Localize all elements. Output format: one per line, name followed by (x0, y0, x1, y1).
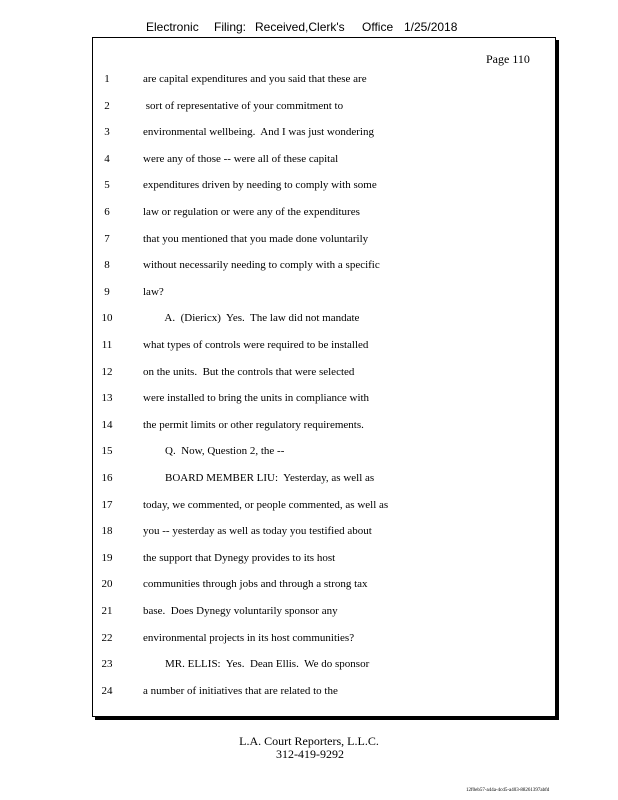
line-text: law? (143, 285, 164, 298)
line-text: communities through jobs and through a strong tax (143, 578, 368, 591)
document-id: 12f0eb57-a44a-4cd5-a403-88261397abfd (466, 788, 550, 793)
line-number: 14 (101, 418, 113, 431)
line-number: 22 (101, 631, 113, 644)
transcript-line (0, 233, 618, 251)
transcript-line (0, 632, 618, 650)
line-text: the support that Dynegy provides to its host (143, 551, 336, 564)
line-text: what types of controls were required to be installed (143, 339, 369, 351)
transcript-line (0, 578, 618, 596)
line-number: 19 (101, 551, 113, 564)
line-text: MR. ELLIS: Yes. Dean Ellis. We do sponsor (143, 658, 370, 671)
line-number: 1 (104, 73, 110, 85)
line-number: 8 (104, 259, 110, 272)
transcript-line (0, 552, 618, 570)
transcript-line (0, 312, 618, 330)
footer-company: L.A. Court Reporters, L.L.C. (239, 734, 379, 748)
line-number: 11 (101, 339, 113, 351)
transcript-line (0, 658, 618, 676)
line-number: 18 (101, 525, 113, 538)
line-text: without necessarily needing to comply with a specific (143, 259, 380, 272)
line-number: 17 (101, 498, 113, 511)
line-text: base. Does Dynegy voluntarily sponsor any (143, 605, 338, 617)
transcript-line (0, 179, 618, 197)
line-number: 5 (104, 179, 110, 192)
line-text: are capital expenditures and you said that these are (143, 73, 367, 85)
transcript-line (0, 685, 618, 703)
line-number: 4 (104, 152, 110, 165)
line-text: sort of representative of your commitment to (143, 99, 344, 112)
line-number: 23 (101, 658, 113, 671)
line-text: today, we commented, or people commented, as well as (143, 498, 389, 511)
line-text: you -- yesterday as well as today you testified about (143, 525, 372, 538)
line-number: 24 (101, 684, 113, 697)
transcript-line (0, 259, 618, 277)
line-number: 15 (101, 445, 113, 458)
transcript-line (0, 153, 618, 171)
line-number: 3 (104, 126, 110, 139)
line-text: environmental wellbeing. And I was just wondering (143, 126, 374, 139)
line-text: A. (Diericx) Yes. The law did not mandate (143, 312, 360, 325)
line-number: 7 (104, 232, 110, 245)
line-text: were installed to bring the units in compliance with (143, 392, 370, 405)
line-text: the permit limits or other regulatory requirements. (143, 418, 364, 431)
line-text: expenditures driven by needing to comply with some (143, 179, 377, 192)
transcript-line (0, 100, 618, 118)
header-filing: Filing: (214, 20, 247, 34)
transcript-line (0, 392, 618, 410)
line-number: 13 (101, 392, 113, 405)
transcript-line (0, 605, 618, 623)
line-text: on the units. But the controls that were selected (143, 365, 355, 378)
page-number: Page 110 (486, 52, 530, 66)
transcript-line (0, 472, 618, 490)
transcript-line (0, 73, 618, 91)
line-text: law or regulation or were any of the expenditures (143, 206, 360, 218)
line-number: 20 (101, 578, 113, 591)
line-text: were any of those -- were all of these capital (143, 152, 339, 165)
line-number: 21 (101, 605, 113, 617)
line-text: Q. Now, Question 2, the -- (143, 445, 285, 458)
transcript-line (0, 126, 618, 144)
footer-phone: 312-419-9292 (276, 747, 344, 761)
line-number: 9 (104, 285, 110, 298)
line-text: a number of initiatives that are related to the (143, 684, 338, 697)
line-text: environmental projects in its host communities? (143, 631, 355, 644)
line-number: 12 (101, 365, 113, 378)
transcript-line (0, 499, 618, 517)
transcript-line (0, 525, 618, 543)
transcript-line (0, 445, 618, 463)
line-text: BOARD MEMBER LIU: Yesterday, as well as (143, 472, 375, 484)
transcript-line (0, 419, 618, 437)
transcript-line (0, 366, 618, 384)
header-received-clerks: Received,Clerk's (255, 20, 345, 34)
line-text: that you mentioned that you made done voluntarily (143, 232, 369, 245)
line-number: 6 (104, 206, 110, 218)
header-date: 1/25/2018 (404, 20, 458, 34)
transcript-line (0, 206, 618, 224)
header-electronic: Electronic (146, 20, 199, 34)
transcript-line (0, 286, 618, 304)
line-number: 16 (101, 472, 113, 484)
line-number: 2 (104, 99, 110, 112)
transcript-line (0, 339, 618, 357)
header-office: Office (362, 20, 394, 34)
filing-stamp-header (0, 20, 618, 36)
line-number: 10 (101, 312, 113, 325)
